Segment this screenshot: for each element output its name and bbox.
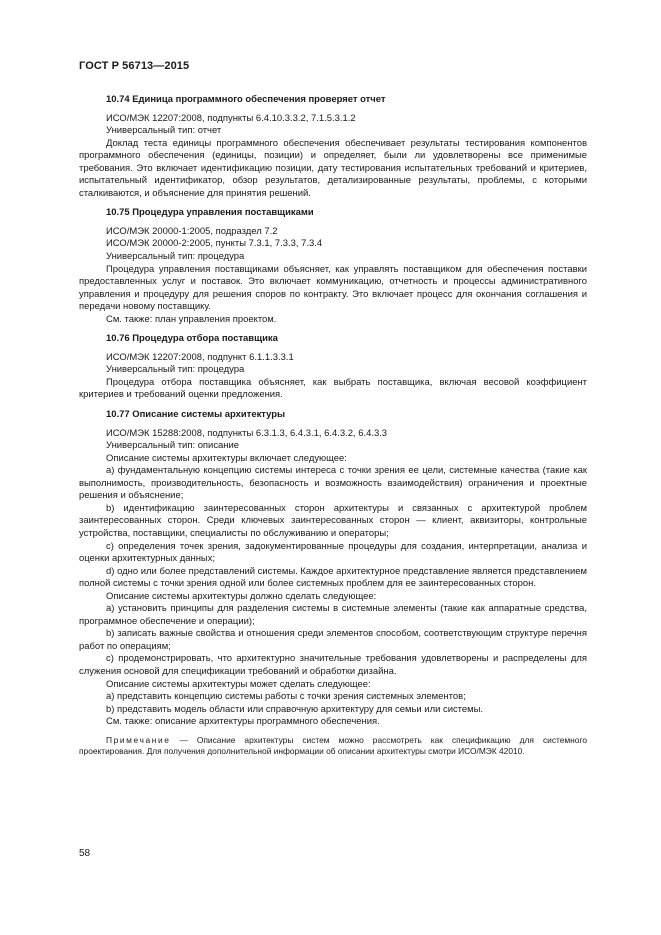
list-item: c) продемонстрировать, что архитектурно значительные требования удовлетворены и распределены для служения основой для спецификации требований и обработки дизайна. bbox=[79, 653, 587, 677]
list-item: a) фундаментальную концепцию системы интереса с точки зрения ее цели, системные качества (такие как выполнимость, производительность, безопасность и возможность взаимодействия) ограничения и проектные решения и объяснение; bbox=[79, 465, 587, 502]
list-item: b) идентификацию заинтересованных сторон архитектуры и связанных с архитектурой проблем заинтересованных сторон. Среди ключевых заинтересованных сторон — клиент, аквизиторы, контрольные устройства, поставщики, специалисты по обслуживанию и операторы; bbox=[79, 502, 587, 539]
reference-line: ИСО/МЭК 20000-1:2005, подраздел 7.2 bbox=[106, 225, 278, 237]
section-title: 10.74 Единица программного обеспечения проверяет отчет bbox=[106, 94, 386, 105]
reference-line: ИСО/МЭК 15288:2008, подпункты 6.3.1.3, 6.4.3.1, 6.4.3.2, 6.4.3.3 bbox=[106, 427, 388, 439]
list-item: c) определения точек зрения, задокументированные процедуры для создания, интерпретации, анализа и оценки архитектурных данных; bbox=[79, 540, 587, 565]
page-content bbox=[79, 94, 587, 764]
section-10-74 bbox=[79, 94, 587, 200]
paragraph: Процедура отбора поставщика объясняет, как выбрать поставщика, включая весовой коэффициент критериев и требований оценки предложения. bbox=[79, 376, 587, 401]
paragraph: Доклад теста единицы программного обеспечения обеспечивает результаты тестирования компонентов программного обеспечения (единицы, позиции) и определяет, были ли удовлетворены все применимые требования. Это включает идентификацию позиции, дату тестирования испытательных требований и критериев, испытательный идентификатор, обзор результатов, детализированные результаты, проблемы, с которыми сталкиваются, и объяснение для принятия решений. bbox=[79, 137, 587, 199]
reference-line: ИСО/МЭК 12207:2008, подпункт 6.1.1.3.3.1 bbox=[106, 351, 294, 363]
section-title: 10.77 Описание системы архитектуры bbox=[106, 409, 286, 421]
section-10-76 bbox=[79, 333, 587, 402]
paragraph: Описание системы архитектуры должно сделать следующее: bbox=[106, 590, 377, 602]
paragraph: Описание системы архитектуры включает следующее: bbox=[106, 452, 347, 464]
list-item: b) представить модель области или справочную архитектуру для семьи или системы. bbox=[106, 703, 484, 715]
type-line: Универсальный тип: процедура bbox=[106, 251, 245, 263]
see-also: См. также: план управления проектом. bbox=[106, 313, 277, 325]
standard-header: ГОСТ Р 56713—2015 bbox=[79, 60, 190, 72]
type-line: Универсальный тип: отчет bbox=[106, 125, 222, 137]
paragraph: Описание системы архитектуры может сделать следующее: bbox=[106, 678, 371, 690]
list-item: d) одно или более представлений системы. Каждое архитектурное представление является представлением полной системы с точки зрения одной или более системных проблем для ее заинтересованных сторон. bbox=[79, 565, 587, 590]
list-item: b) записать важные свойства и отношения среди элементов способом, соответствующим структуре перечня работ по операциям; bbox=[79, 628, 587, 652]
section-title: 10.75 Процедура управления поставщиками bbox=[106, 207, 314, 219]
list-item: a) представить концепцию системы работы с точки зрения системных элементов; bbox=[106, 691, 466, 703]
note-label: Примечание bbox=[106, 734, 171, 745]
page-number: 58 bbox=[79, 848, 91, 859]
type-line: Универсальный тип: описание bbox=[106, 440, 240, 452]
section-10-75 bbox=[79, 207, 587, 326]
type-line: Универсальный тип: процедура bbox=[106, 364, 245, 376]
reference-line: ИСО/МЭК 12207:2008, подпункты 6.4.10.3.3.2, 7.1.5.3.1.2 bbox=[106, 112, 356, 124]
section-title: 10.76 Процедура отбора поставщика bbox=[106, 333, 278, 345]
reference-line: ИСО/МЭК 20000-2:2005, пункты 7.3.1, 7.3.3, 7.3.4 bbox=[106, 238, 323, 250]
list-item: a) установить принципы для разделения системы в системные элементы (такие как аппаратные средства, программное обеспечение и операции); bbox=[79, 603, 587, 627]
section-10-77 bbox=[79, 409, 587, 757]
note-text: — Описание архитектуры систем можно рассмотреть как спецификацию для системного проектирования. Для получения дополнительной информации об описании архитектуры смотри ИСО/МЭК 42010. bbox=[79, 734, 587, 756]
paragraph: Процедура управления поставщиками объясняет, как управлять поставщиком для обеспечения поставки предоставленных услуг и поставок. Это включает коммуникацию, отчетность и процессы административного управления и процедуру для решения споров по контракту. Это включает процесс для окончания соглашения и передачи новому поставщику. bbox=[79, 263, 587, 313]
see-also: См. также: описание архитектуры программного обеспечения. bbox=[106, 716, 380, 728]
note bbox=[79, 735, 587, 757]
